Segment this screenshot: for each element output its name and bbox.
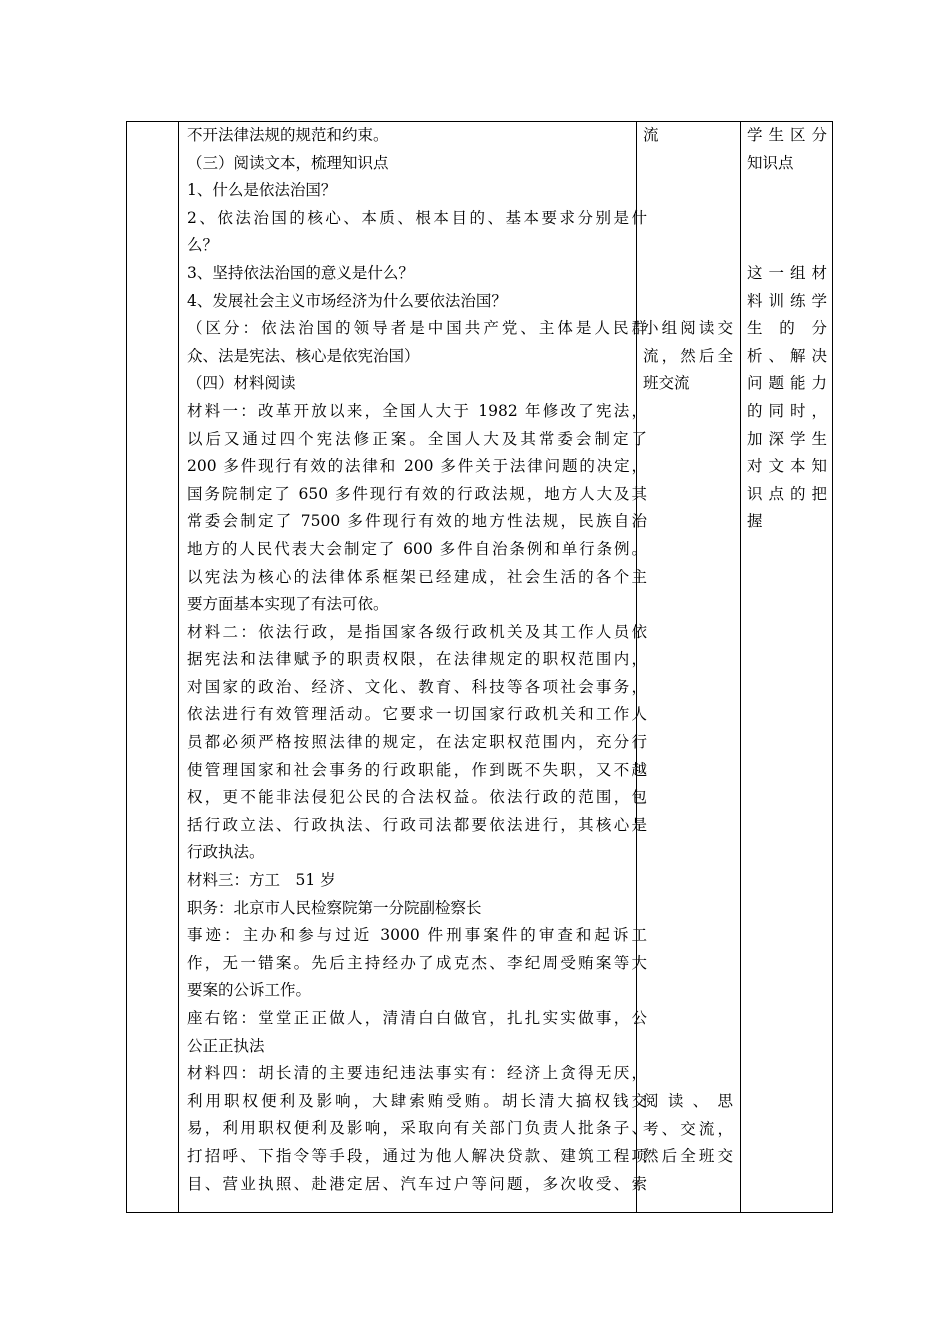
text-line: 利用职权便利及影响，大肆索贿受贿。胡长清大搞权钱交 [187,1091,647,1110]
text-line: 生的分 [747,319,827,338]
column-divider [740,122,741,1212]
text-line: 问题能力 [747,374,827,393]
text-line: 阅读、思 [643,1092,733,1110]
lesson-table [126,121,833,1213]
text-line: 对文本知 [747,457,827,476]
text-line: 目、营业执照、赴港定居、汽车过户等问题，多次收受、索 [187,1174,647,1193]
text-line: 1、什么是依法治国？ [187,181,337,200]
text-line: 行政执法。 [187,843,265,862]
text-line: 权，更不能非法侵犯公民的合法权益。依法行政的范围，包 [187,788,647,807]
text-line: 对国家的政治、经济、文化、教育、科技等各项社会事务， [187,677,647,696]
text-line: 识点的把 [747,484,827,503]
text-line: 打招呼、下指令等手段，通过为他人解决贷款、建筑工程项 [187,1146,647,1165]
text-line: 要方面基本实现了有法可依。 [187,595,389,614]
text-line: 200 多件现行有效的法律和 200 多件关于法律问题的决定， [187,457,647,476]
text-line: 依法进行有效管理活动。它要求一切国家行政机关和工作人 [187,705,647,724]
text-line: 材料三：方工 51 岁 [187,871,336,890]
text-line: 职务：北京市人民检察院第一分院副检察长 [187,898,482,917]
text-line: 小组阅读交 [643,319,733,338]
text-line: 要案的公诉工作。 [187,981,312,1000]
text-line: 常委会制定了 7500 多件现行有效的地方性法规，民族自治 [187,512,647,531]
text-line: 括行政立法、行政执法、行政司法都要依法进行，其核心是 [187,815,647,834]
text-line: 班交流 [643,374,690,393]
text-line: 学生区分 [747,126,827,144]
text-line: 3、坚持依法治国的意义是什么？ [187,263,414,282]
text-line: （区分：依法治国的领导者是中国共产党、主体是人民群 [187,319,647,338]
text-line: （四）材料阅读 [187,374,296,393]
text-line: （三）阅读文本，梳理知识点 [187,153,389,172]
text-line: 使管理国家和社会事务的行政职能，作到既不失职，又不越 [187,760,647,779]
text-line: 材料一：改革开放以来，全国人大于 1982 年修改了宪法， [187,401,647,420]
text-line: 么？ [187,236,219,255]
text-line: 握 [747,512,763,531]
text-line: 公正正执法 [187,1036,265,1055]
text-line: 不开法律法规的规范和约束。 [187,126,389,144]
text-line: 地方的人民代表大会制定了 600 多件自治条例和单行条例。 [187,539,647,558]
column-divider [178,122,179,1212]
text-line: 座右铭：堂堂正正做人，清清白白做官，扎扎实实做事，公 [187,1009,647,1027]
text-line: 流，然后全 [643,346,733,365]
text-line: 2、依法治国的核心、本质、根本目的、基本要求分别是什 [187,208,647,227]
text-line: 以后又通过四个宪法修正案。全国人大及其常委会制定了 [187,429,647,448]
text-line: 据宪法和法律赋予的职责权限，在法律规定的职权范围内， [187,650,647,669]
text-line: 材料二：依法行政，是指国家各级行政机关及其工作人员依 [187,622,647,641]
teaching-content-column [187,122,647,1198]
design-intent-column [747,122,827,1212]
text-line: 析、解决 [747,346,827,365]
text-line: 流 [643,126,659,144]
text-line: 易，利用职权便利及影响，采取向有关部门负责人批条子、 [187,1119,647,1138]
learning-method-column [643,122,733,1212]
text-line: 料训练学 [747,291,827,310]
text-line: 以宪法为核心的法律体系框架已经建成，社会生活的各个主 [187,567,647,586]
text-line: 的同时， [747,402,827,420]
text-line: 4、发展社会主义市场经济为什么要依法治国？ [187,291,507,310]
text-line: 事迹：主办和参与过近 3000 件刑事案件的审查和起诉工 [187,926,647,945]
text-line: 加深学生 [747,429,827,448]
text-line: 考、交流， [643,1119,733,1138]
text-line: 众、法是宪法、核心是依宪治国） [187,346,420,365]
text-line: 国务院制定了 650 多件现行有效的行政法规，地方人大及其 [187,484,647,503]
text-line: 这一组材 [747,264,827,282]
text-line: 作，无一错案。先后主持经办了成克杰、李纪周受贿案等大 [187,953,647,972]
text-line: 材料四：胡长清的主要违纪违法事实有：经济上贪得无厌， [187,1064,647,1083]
text-line: 然后全班交 [643,1147,733,1166]
text-line: 知识点 [747,153,794,172]
text-line: 员都必须严格按照法律的规定，在法定职权范围内，充分行 [187,733,647,752]
